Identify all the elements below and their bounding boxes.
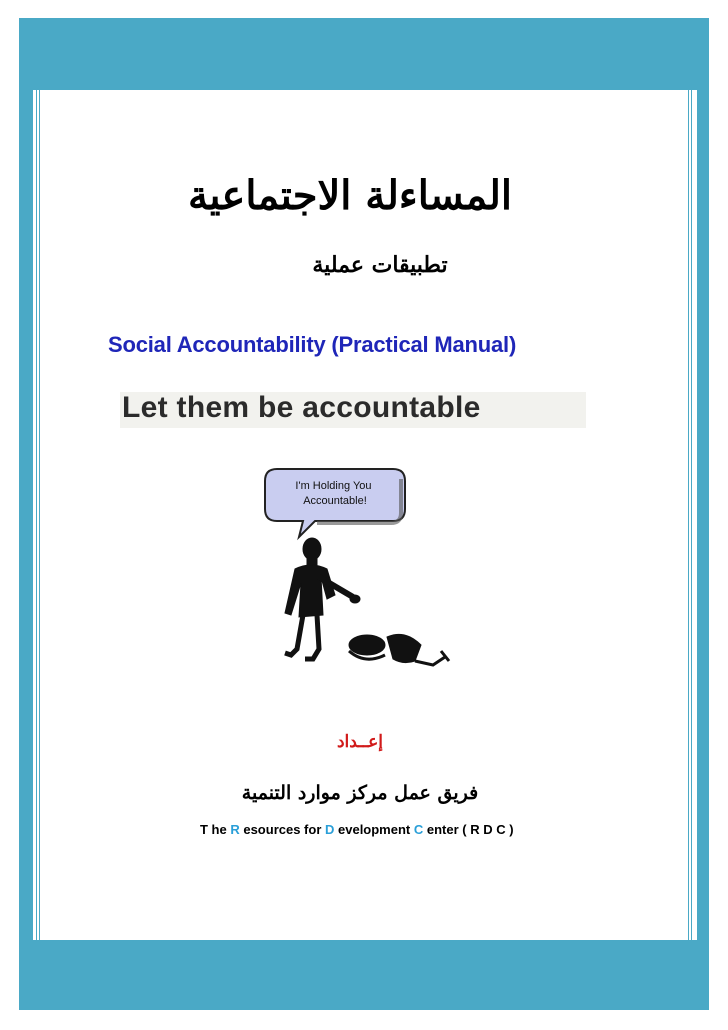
team-en-part: esources for (239, 822, 325, 837)
right-frame-bar (697, 18, 709, 1010)
arabic-title: المساءلة الاجتماعية (187, 172, 513, 219)
highlight-letter-r: R (230, 822, 240, 837)
cartoon-illustration (255, 465, 455, 675)
team-en-part: enter ( R D C ) (423, 822, 514, 837)
english-title: Social Accountability (Practical Manual) (108, 332, 517, 357)
team-en-part: evelopment (334, 822, 414, 837)
banner-text: Let them be accountable (122, 391, 481, 424)
kneeling-figure (349, 634, 449, 665)
left-frame-line (39, 18, 40, 1010)
team-en-part: T he (200, 822, 231, 837)
prepared-by-label: إعــداد (336, 732, 384, 752)
english-team-name (200, 822, 540, 837)
bottom-frame-band (19, 940, 709, 1010)
right-frame-line (688, 18, 689, 1010)
speech-bubble (265, 469, 405, 537)
left-frame-bar (19, 18, 33, 1010)
right-frame-line (691, 18, 692, 1010)
highlight-letter-d: D (325, 822, 335, 837)
left-frame-line (36, 18, 37, 1010)
top-frame-band (19, 18, 709, 90)
highlight-letter-c: C (413, 822, 424, 837)
svg-text:I'm Holding You Accoun: I'm Holding You Accountable! (295, 480, 372, 507)
arabic-team-name: فريق عمل مركز موارد التنمية (241, 782, 479, 804)
arabic-subtitle: تطبيقات عملية (312, 252, 448, 278)
standing-figure (285, 538, 360, 659)
